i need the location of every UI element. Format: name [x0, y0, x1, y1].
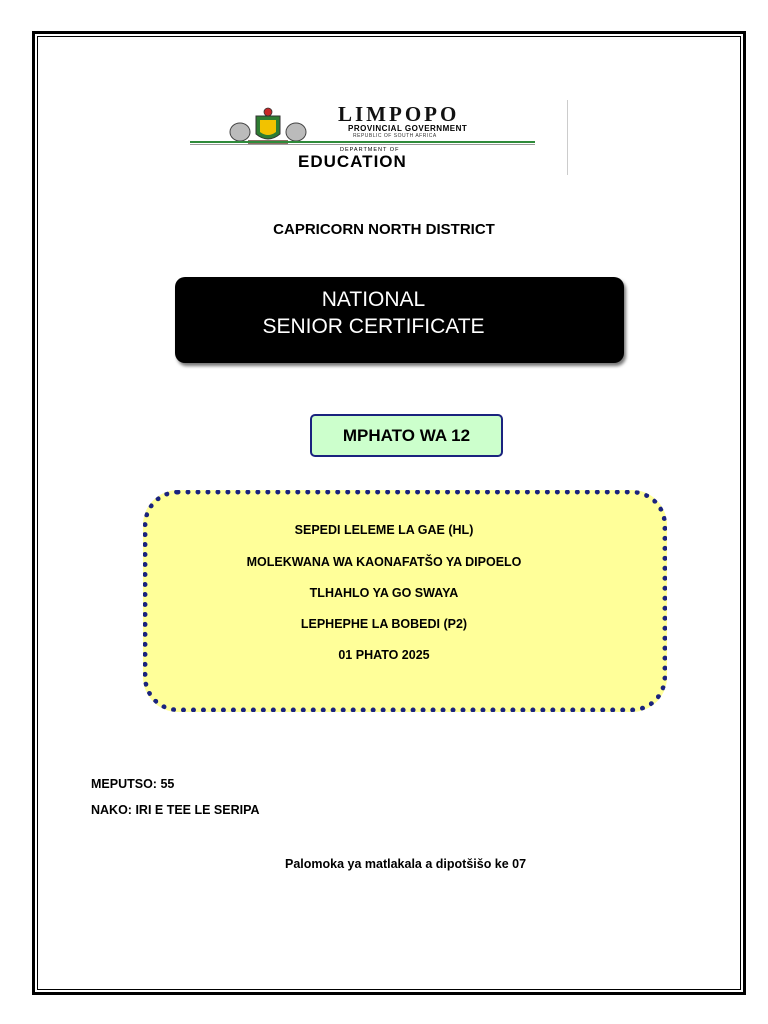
paper-date: 01 PHATO 2025 [338, 648, 430, 662]
coat-of-arms-icon [228, 106, 308, 146]
logo-title: LIMPOPO [338, 102, 460, 126]
logo-department-name: EDUCATION [298, 152, 407, 171]
certificate-banner [175, 277, 624, 363]
logo-divider-thin [190, 144, 535, 145]
paper-document-type: MOLEKWANA WA KAONAFATŠO YA DIPOELO [246, 555, 522, 569]
limpopo-education-logo [190, 100, 570, 175]
certificate-line-2: SENIOR CERTIFICATE [262, 315, 485, 338]
logo-subtitle: PROVINCIAL GOVERNMENT [348, 124, 468, 133]
time-allowed: NAKO: IRI E TEE LE SERIPA [91, 803, 260, 817]
district-name: CAPRICORN NORTH DISTRICT [273, 221, 495, 238]
logo-department-label: DEPARTMENT OF [340, 147, 400, 153]
certificate-line-1: NATIONAL [321, 288, 426, 311]
logo-vertical-rule [567, 100, 568, 175]
logo-subtitle-small: REPUBLIC OF SOUTH AFRICA [353, 133, 437, 139]
marks-total: MEPUTSO: 55 [91, 777, 175, 791]
logo-divider [190, 141, 535, 143]
paper-number: LEPHEPHE LA BOBEDI (P2) [300, 617, 468, 631]
page-count-note: Palomoka ya matlakala a dipotšišo ke 07 [285, 857, 527, 871]
paper-subject: SEPEDI LELEME LA GAE (HL) [294, 523, 474, 537]
grade-badge: MPHATO WA 12 [310, 414, 503, 457]
paper-guideline: TLHAHLO YA GO SWAYA [309, 586, 459, 600]
